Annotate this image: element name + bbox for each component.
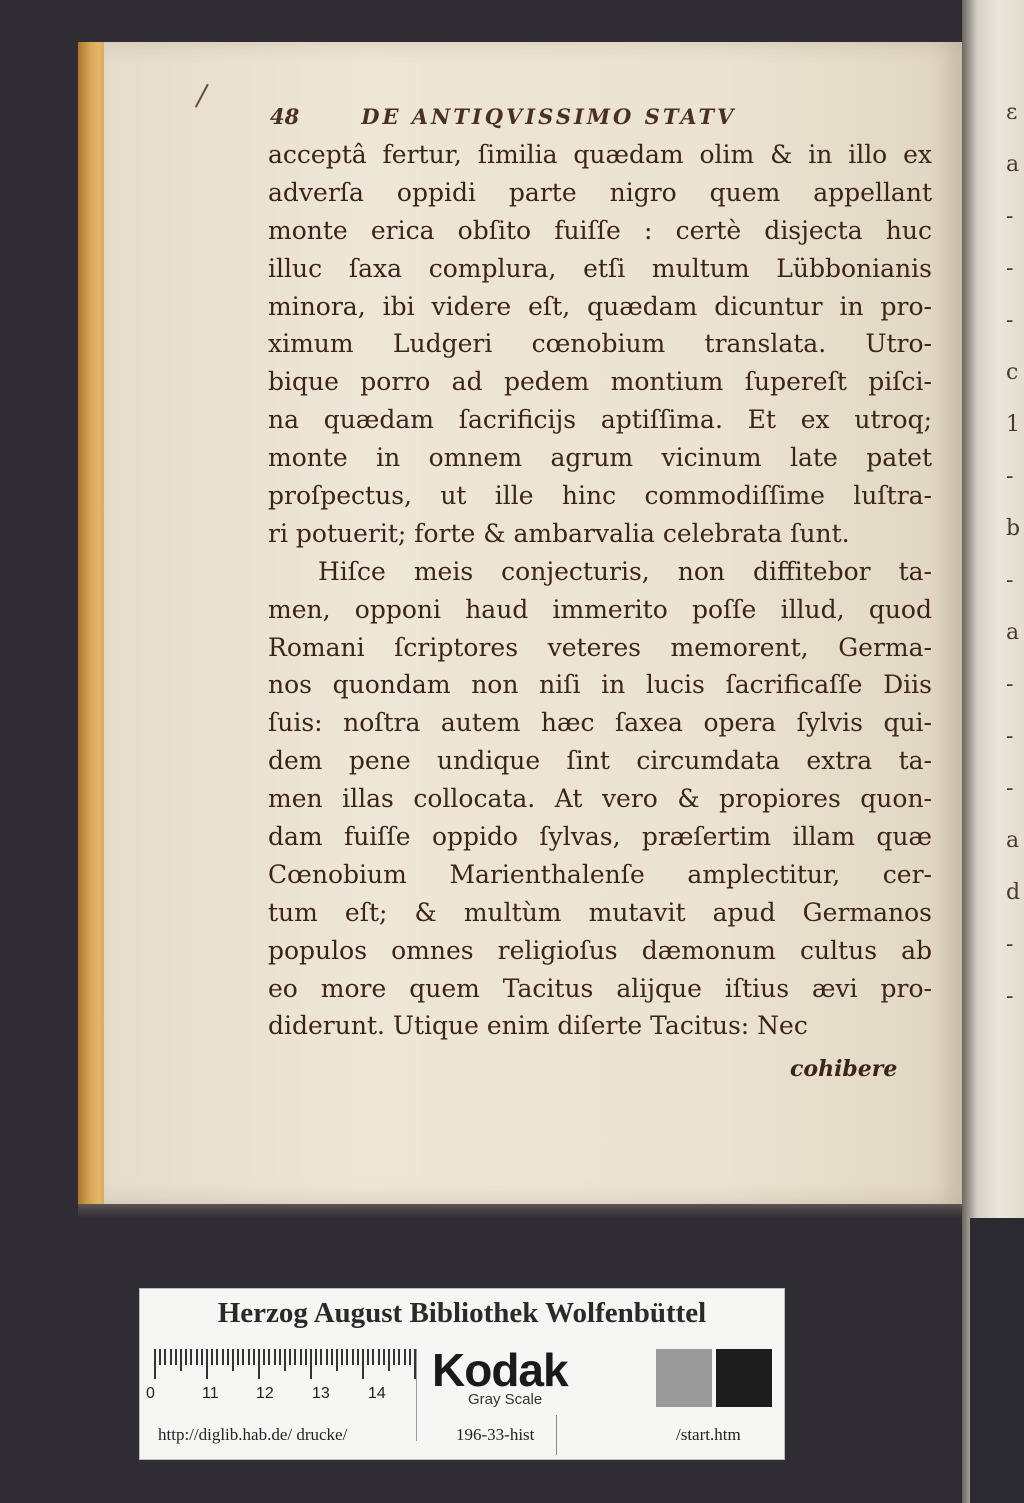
text-line: tum eſt; & multùm mutavit apud Germanos bbox=[268, 897, 932, 927]
ruler-tick bbox=[346, 1349, 348, 1365]
facing-page-fragment: - bbox=[1006, 724, 1014, 749]
ruler-tick bbox=[305, 1349, 307, 1365]
library-card bbox=[139, 1288, 785, 1460]
gray-patch-dark bbox=[716, 1349, 772, 1407]
ruler-tick bbox=[206, 1349, 208, 1379]
facing-page-fragment: c bbox=[1006, 360, 1019, 385]
facing-page-fragment: - bbox=[1006, 568, 1014, 593]
facing-page-fragment: b bbox=[1006, 516, 1021, 541]
ruler-tick bbox=[383, 1349, 385, 1365]
text-line: monte erica obſito fuiſſe : certè disjecta huc bbox=[268, 215, 932, 245]
ruler-tick bbox=[201, 1349, 203, 1365]
text-line: adverſa oppidi parte nigro quem appellant bbox=[268, 177, 932, 207]
facing-page-fragment: - bbox=[1006, 672, 1014, 697]
facing-page-fragment: a bbox=[1006, 828, 1020, 853]
ruler-tick bbox=[190, 1349, 192, 1365]
ruler-tick bbox=[185, 1349, 187, 1365]
ruler-tick bbox=[279, 1349, 281, 1365]
text-line: diderunt. Utique enim diſerte Tacitus: Nec bbox=[268, 1011, 808, 1041]
text-line: Romani ſcriptores veteres memorent, Germa- bbox=[268, 632, 932, 662]
ruler-label: 14 bbox=[368, 1385, 386, 1402]
ruler-tick bbox=[263, 1349, 265, 1365]
text-line: dem pene undique ſint circumdata extra ta- bbox=[268, 746, 932, 776]
ruler-label: 12 bbox=[256, 1385, 274, 1402]
ruler-tick bbox=[180, 1349, 182, 1371]
scale-ruler bbox=[154, 1349, 422, 1379]
text-line: Cœnobium Marienthalenſe amplectitur, cer- bbox=[268, 859, 932, 889]
gutter-shadow bbox=[970, 1218, 1024, 1503]
card-url: http://diglib.hab.de/ drucke/ bbox=[158, 1425, 348, 1444]
ruler-tick bbox=[164, 1349, 166, 1365]
facing-page-fragment: - bbox=[1006, 308, 1014, 333]
ruler-tick bbox=[196, 1349, 198, 1365]
ruler-tick bbox=[409, 1349, 411, 1365]
ruler-tick bbox=[258, 1349, 260, 1379]
facing-page-fragment: - bbox=[1006, 932, 1014, 957]
ruler-tick bbox=[341, 1349, 343, 1365]
ruler-tick bbox=[170, 1349, 172, 1365]
ruler-tick bbox=[222, 1349, 224, 1365]
ruler-tick bbox=[331, 1349, 333, 1365]
ruler-tick bbox=[372, 1349, 374, 1365]
text-line: ximum Ludgeri cœnobium translata. Utro- bbox=[268, 329, 932, 359]
facing-page-fragment: 1 bbox=[1006, 412, 1020, 437]
facing-page-fragment: - bbox=[1006, 776, 1014, 801]
ruler-tick bbox=[404, 1349, 406, 1365]
text-line: nos quondam non niſi in lucis ſacrificaſſe Diis bbox=[268, 670, 932, 700]
text-block bbox=[268, 136, 932, 1045]
ruler-tick bbox=[310, 1349, 312, 1379]
card-signature-rule bbox=[556, 1415, 557, 1455]
card-signature: 196-33-hist bbox=[456, 1425, 535, 1444]
ruler-tick bbox=[289, 1349, 291, 1365]
book-bottom-shadow bbox=[78, 1204, 962, 1218]
facing-page-fragment: - bbox=[1006, 204, 1014, 229]
ruler-tick bbox=[211, 1349, 213, 1365]
facing-page-fragment: a bbox=[1006, 152, 1020, 177]
ruler-tick bbox=[284, 1349, 286, 1371]
ruler-tick bbox=[294, 1349, 296, 1365]
ruler-tick bbox=[253, 1349, 255, 1365]
text-line: proſpectus, ut ille hinc commodiſſime luſtra- bbox=[268, 481, 932, 511]
ruler-tick bbox=[398, 1349, 400, 1365]
ruler-tick bbox=[242, 1349, 244, 1365]
facing-page-fragment: - bbox=[1006, 984, 1014, 1009]
kodak-subtitle: Gray Scale bbox=[468, 1391, 543, 1408]
text-line: Hiſce meis conjecturis, non diffitebor ta- bbox=[318, 556, 932, 586]
ruler-tick bbox=[300, 1349, 302, 1365]
ruler-tick bbox=[154, 1349, 156, 1379]
scale-ruler-labels bbox=[146, 1385, 426, 1405]
ruler-label: 11 bbox=[202, 1385, 219, 1402]
text-line: minora, ibi videre eſt, quædam dicuntur in pro- bbox=[268, 291, 932, 321]
text-line: bique porro ad pedem montium ſupereſt piſci- bbox=[268, 367, 932, 397]
page-number: 48 bbox=[270, 104, 300, 129]
gray-patch-mid bbox=[656, 1349, 712, 1407]
card-suffix: /start.htm bbox=[676, 1425, 741, 1444]
text-line: acceptâ fertur, ſimilia quædam olim & in illo ex bbox=[268, 140, 932, 169]
ruler-tick bbox=[326, 1349, 328, 1365]
text-line: ri potuerit; forte & ambarvalia celebrata ſunt. bbox=[268, 518, 850, 548]
text-line: men illas collocata. At vero & propiores quon- bbox=[268, 784, 932, 814]
catchword: cohibere bbox=[790, 1056, 898, 1082]
ruler-tick bbox=[320, 1349, 322, 1365]
ruler-tick bbox=[393, 1349, 395, 1365]
text-line: na quædam ſacrificijs aptiſſima. Et ex utroq; bbox=[268, 405, 932, 435]
ruler-label: 0 bbox=[146, 1385, 155, 1402]
facing-page-fragment: ε bbox=[1006, 100, 1018, 125]
text-line: men, opponi haud immerito poſſe illud, quod bbox=[268, 594, 932, 624]
text-line: eo more quem Tacitus alijque iſtius ævi pro- bbox=[268, 973, 932, 1003]
facing-page-fragment: a bbox=[1006, 620, 1020, 645]
ruler-tick bbox=[268, 1349, 270, 1365]
facing-page-fragments bbox=[1006, 100, 1024, 1030]
ruler-tick bbox=[227, 1349, 229, 1365]
facing-page-fragment: d bbox=[1006, 880, 1021, 905]
ruler-tick bbox=[352, 1349, 354, 1365]
card-divider bbox=[416, 1349, 417, 1441]
ruler-tick bbox=[315, 1349, 317, 1365]
running-head bbox=[270, 104, 950, 129]
text-line: monte in omnem agrum vicinum late patet bbox=[268, 443, 932, 473]
ruler-tick bbox=[367, 1349, 369, 1365]
ruler-tick bbox=[216, 1349, 218, 1365]
ruler-tick bbox=[237, 1349, 239, 1365]
ruler-tick bbox=[175, 1349, 177, 1365]
ruler-tick bbox=[159, 1349, 161, 1365]
text-line: populos omnes religioſus dæmonum cultus ab bbox=[268, 935, 932, 965]
library-card-title: Herzog August Bibliothek Wolfenbüttel bbox=[217, 1297, 707, 1329]
ruler-label: 13 bbox=[312, 1385, 330, 1402]
ruler-tick bbox=[362, 1349, 364, 1379]
text-line: ſuis: noſtra autem hæc ſaxea opera ſylvis qui- bbox=[268, 708, 932, 738]
kodak-logo: Kodak bbox=[432, 1344, 568, 1396]
running-head-title: DE ANTIQVISSIMO STATV bbox=[361, 104, 737, 129]
text-line: illuc ſaxa complura, etſi multum Lübbonianis bbox=[268, 253, 932, 283]
ruler-tick bbox=[336, 1349, 338, 1371]
ruler-tick bbox=[274, 1349, 276, 1365]
ruler-tick bbox=[357, 1349, 359, 1365]
ruler-tick bbox=[378, 1349, 380, 1365]
facing-page-fragment: - bbox=[1006, 256, 1014, 281]
ruler-tick bbox=[232, 1349, 234, 1371]
ruler-tick bbox=[388, 1349, 390, 1371]
facing-page-fragment: - bbox=[1006, 464, 1014, 489]
ruler-tick bbox=[248, 1349, 250, 1365]
text-line: dam fuiſſe oppido ſylvas, præſertim illam quæ bbox=[268, 822, 932, 852]
